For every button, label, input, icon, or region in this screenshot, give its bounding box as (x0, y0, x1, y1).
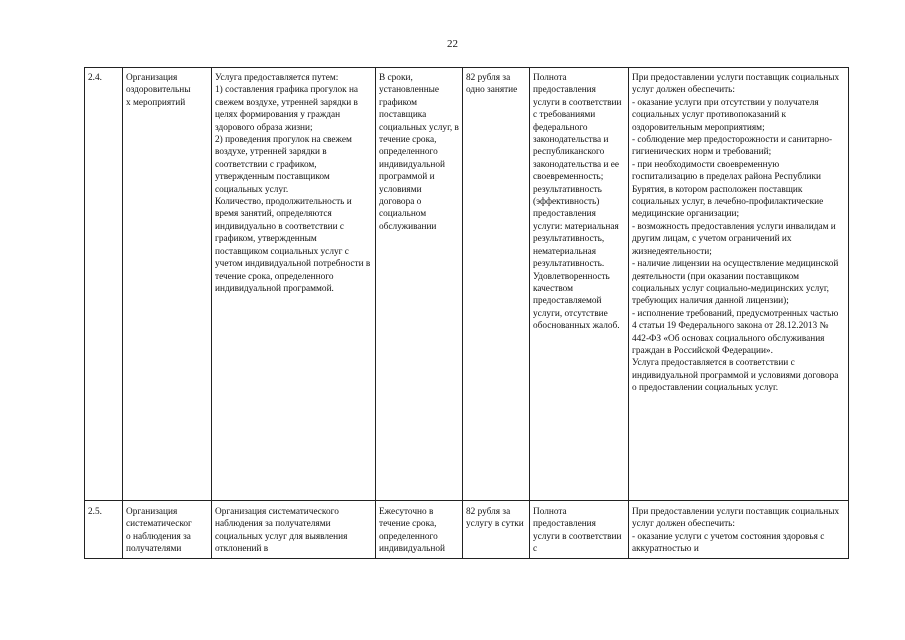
service-name: Организация систематическог о наблюдения за получателями (123, 501, 212, 559)
service-conditions: При предоставлении услуги поставщик социальных услуг должен обеспечить: - оказание услуги при отсутствии у получателя социальных услуг противопоказаний к оздоровительным мероприятиям; - соблюдение мер предосторожности и санитарно-гигиенических норм и требований; - при необходимости своевременную госпитализацию в пределах района Республики Бурятия, в котором расположен поставщик социальных услуг, в лечебно-профилактические медицинские организации; - возможность предоставления услуги инвалидам и другим лицам, с учетом ограничений их жизнедеятельности; - наличие лицензии на осуществление медицинской деятельности (при оказании поставщиком социальных услуг социально-медицинских услуг, требующих наличия данной лицензии); - исполнение требований, предусмотренных частью 4 статьи 19 Федерального закона от 28.12.2013 № 442-ФЗ «Об основах социального обслуживания граждан в Российской Федерации». Услуга предоставляется в соответствии с индивидуальной программой и условиями договора о предоставлении социальных услуг. (629, 68, 849, 501)
service-price: 82 рубля за одно занятие (463, 68, 530, 501)
service-conditions: При предоставлении услуги поставщик социальных услуг должен обеспечить: - оказание услуги с учетом состояния здоровья с аккуратностью и (629, 501, 849, 559)
row-number: 2.5. (85, 501, 123, 559)
service-description: Организация систематического наблюдения за получателями социальных услуг для выявления отклонений в (212, 501, 376, 559)
service-terms: В сроки, установленные графиком поставщика социальных услуг, в течение срока, определенного индивидуальной программой и условиями договора о социальном обслуживании (376, 68, 463, 501)
service-description: Услуга предоставляется путем: 1) составления графика прогулок на свежем воздухе, утренней зарядки в целях формирования у граждан здорового образа жизни; 2) проведения прогулок на свежем воздухе, утренней зарядки в соответствии с графиком, утвержденным поставщиком социальных услуг. Количество, продолжительность и время занятий, определяются индивидуально в соответствии с графиком, утвержденным поставщиком социальных услуг с учетом индивидуальной потребности в течение срока, определенного индивидуальной программой. (212, 68, 376, 501)
table-row (85, 68, 849, 501)
table-row (85, 501, 849, 559)
page-number: 22 (447, 38, 458, 50)
quality-indicators: Полнота предоставления услуги в соответствии с (530, 501, 629, 559)
row-number: 2.4. (85, 68, 123, 501)
service-price: 82 рубля за услугу в сутки (463, 501, 530, 559)
quality-indicators: Полнота предоставления услуги в соответствии с требованиями федерального законодательства и республиканского законодательства и ее своевременность; результативность (эффективность) предоставления услуги: материальная результативность, нематериальная результативность. Удовлетворенность качеством предоставляемой услуги, отсутствие обоснованных жалоб. (530, 68, 629, 501)
service-terms: Ежесуточно в течение срока, определенного индивидуальной (376, 501, 463, 559)
service-name: Организация оздоровительны х мероприятий (123, 68, 212, 501)
services-table (84, 67, 849, 559)
